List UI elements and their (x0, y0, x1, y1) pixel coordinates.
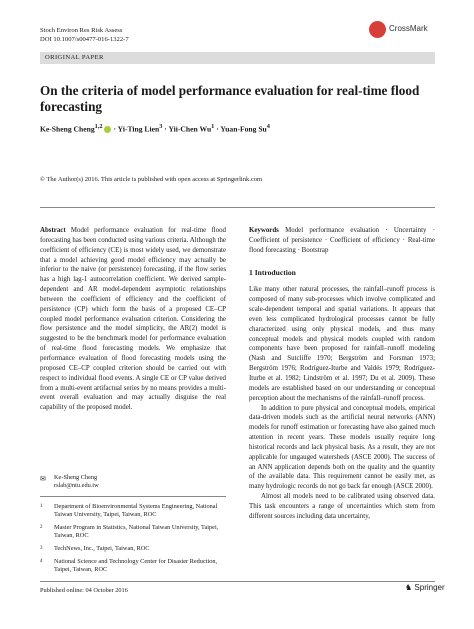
intro-paragraph: Almost all models need to be calibrated using observed data. This task encounters a range of uncertainties which stem from different sources including data uncertainty, (249, 493, 435, 520)
author-list (40, 123, 270, 134)
abstract-label: Abstract (40, 227, 66, 234)
crossmark-label: CrossMark (389, 24, 428, 33)
intro-paragraph: Like many other natural processes, the rainfall–runoff process is composed of many sub-processes which involve complicated and scale-dependent temporal and spatial variations. It appears that even less complicated hydrological processes cannot be fully characterized using only physical models, and thus many conceptual models and physical models coupled with random components have been proposed for rainfall–runoff modeling (Nash and Sutcliffe 1970; Bergström and Forsman 1973; Bergström 1976; Rodríguez-Iturbe and Valdés 1979; Rodríguez-Iturbe et al. 1982; Lindström et al. 1997; Du et al. 2009). These models are established based on our understanding or conceptual perception about the mechanisms of the rainfall–runoff process. (249, 286, 435, 402)
author-separator: · (113, 124, 117, 134)
crossmark-icon (369, 21, 386, 38)
envelope-icon: ✉ (40, 475, 46, 483)
keywords-text: Model performance evaluation · Uncertainty · Coefficient of persistence · Coefficient of efficiency · Real-time flood forecasting · Bootstrap (249, 227, 435, 254)
affiliation (40, 524, 226, 542)
author-separator: · (164, 124, 167, 134)
affiliation-number: 4 (40, 559, 43, 564)
orcid-icon[interactable] (104, 126, 111, 133)
author-affiliation-sup: 3 (159, 123, 163, 130)
journal-header (40, 26, 129, 44)
author-name[interactable]: Yuan-Fong Su (220, 124, 267, 134)
right-column (249, 226, 435, 522)
author-name[interactable]: Yi-Ting Lien (117, 124, 160, 134)
affiliation-text: National Science and Technology Center for Disaster Reduction, Taipei, Taiwan, ROC (54, 558, 218, 574)
keywords-label: Keywords (249, 227, 279, 234)
email-link[interactable]: rslab@ntu.edu.tw (54, 482, 99, 489)
publisher-logo (405, 583, 445, 592)
author-affiliation-sup: 1,2 (94, 123, 103, 130)
author-affiliation-sup: 4 (266, 123, 270, 130)
paper-title: On the criteria of model performance evaluation for real-time flood forecasting (40, 83, 420, 114)
copyright-notice: © The Author(s) 2016. This article is published with open access at Springerlink.com (40, 176, 263, 183)
abstract-text: Model performance evaluation for real-time flood forecasting has been conducted using various criteria. Although the coefficient of efficiency (CE) is most widely used, we demonstrate that a model achieving good model efficiency may actually be inferior to the naive (or persistence) forecasting, if the flow series has a high lag-1 autocorrelation coefficient. We derived sample-dependent and AR model-dependent asymptotic relationships between the coefficient of efficiency and the coefficient of persistence (CP) which form the basis of a proposed CE–CP coupled model performance evaluation criterion. Considering the flow persistence and the model simplicity, the AR(2) model is suggested to be the benchmark model for performance evaluation of real-time flood forecasting models. We emphasize that performance evaluation of flood forecasting models using the proposed CE–CP coupled criterion should be carried out with respect to individual flood events. A single CE or CP value derived from a multi-event artifactual series by no means provides a multi-event overall evaluation and may actually disguise the real capability of the proposed model. (40, 227, 226, 412)
author-name[interactable]: Yii-Chen Wu (168, 124, 212, 134)
crossmark-badge[interactable] (369, 20, 435, 40)
footer-divider (40, 581, 435, 582)
journal-name: Stoch Environ Res Risk Assess (40, 27, 123, 34)
published-date: Published online: 04 October 2016 (40, 587, 128, 594)
affiliation-number: 2 (40, 525, 43, 530)
author-separator: · (216, 124, 219, 134)
divider (40, 207, 435, 208)
corresponding-author: Ke-Sheng Cheng (54, 474, 98, 481)
doi[interactable]: DOI 10.1007/s00477-016-1322-7 (40, 36, 129, 43)
affiliation (40, 545, 226, 555)
affiliation (40, 503, 226, 521)
keywords (249, 226, 435, 256)
affiliation-text: TechNews, Inc., Taipei, Taiwan, ROC (54, 545, 150, 552)
publisher-name: Springer (414, 583, 445, 592)
correspondence (40, 474, 226, 490)
article-type-band (40, 52, 435, 64)
author-name[interactable]: Ke-Sheng Cheng (40, 124, 95, 134)
affiliation-number: 3 (40, 546, 43, 551)
section-heading: 1 Introduction (249, 267, 296, 277)
article-type: ORIGINAL PAPER (45, 54, 104, 61)
author-affiliation-sup: 1 (211, 123, 215, 130)
affiliation-text: Department of Bioenvironmental Systems Engineering, National Taiwan University, Taipei, Taiwan, ROC (54, 503, 218, 519)
intro-paragraph: In addition to pure physical and conceptual models, empirical data-driven models such as the artificial neural networks (ANN) models for runoff estimation or forecasting have also gained much attention in recent years. These models usually require long historical records and lack physical basis. As a result, they are not applicable for ungauged watersheds (ASCE 2000). The success of an ANN application depends both on the quality and the quantity of the available data. This requirement cannot be easily met, as many hydrologic records do not go back far enough (ASCE 2000). (249, 404, 435, 491)
springer-horse-icon: ♞ (405, 583, 413, 592)
abstract (40, 226, 226, 413)
divider (40, 496, 226, 497)
affiliation-number: 1 (40, 504, 43, 509)
affiliation-text: Master Program in Statistics, National Taiwan University, Taipei, Taiwan, ROC (54, 524, 219, 540)
affiliation (40, 558, 226, 576)
